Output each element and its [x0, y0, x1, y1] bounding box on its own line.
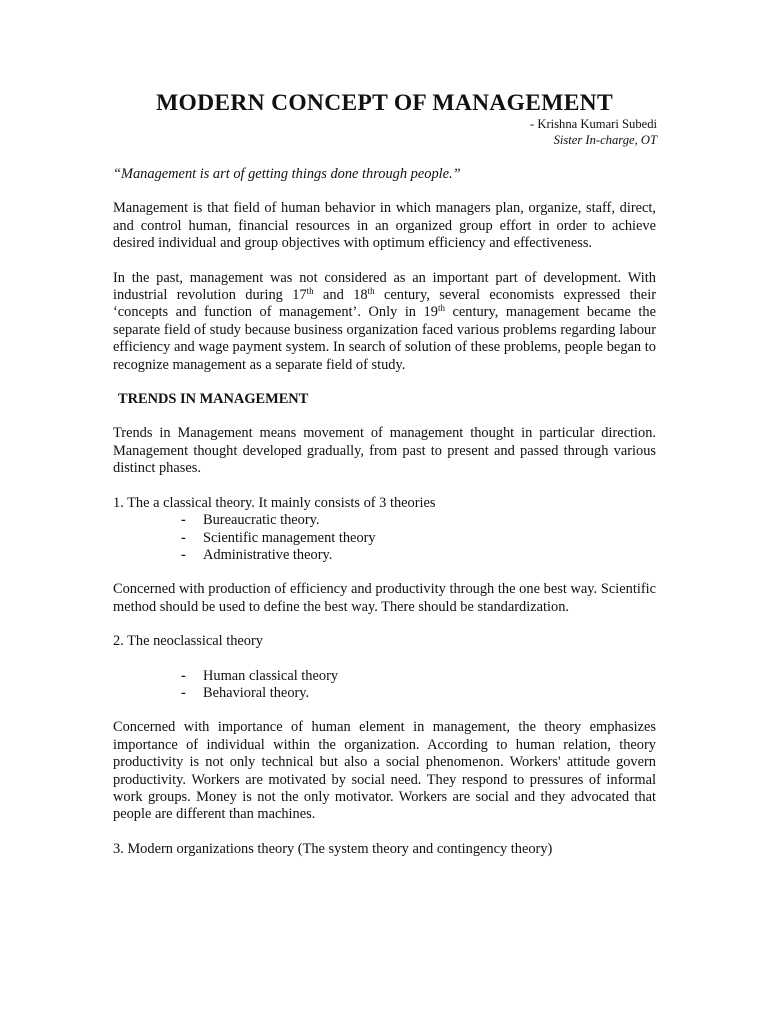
dash-bullet: -	[181, 684, 186, 701]
author-role: Sister In-charge, OT	[553, 133, 657, 147]
author-name: - Krishna Kumari Subedi	[530, 117, 657, 131]
superscript-th-3: th	[437, 303, 445, 314]
numbered-item-classical: 1. The a classical theory. It mainly consists of 3 theories	[113, 494, 436, 511]
numbered-item-modern: 3. Modern organizations theory (The system theory and contingency theory)	[113, 840, 553, 857]
document-title: MODERN CONCEPT OF MANAGEMENT	[156, 90, 613, 116]
list-item	[181, 547, 656, 564]
list-item	[181, 512, 656, 529]
superscript-th-1: th	[306, 286, 314, 297]
list-item	[181, 685, 656, 702]
opening-quote: “Management is art of getting things done through people.”	[113, 166, 461, 182]
list-item	[181, 668, 656, 685]
dash-bullet: -	[181, 667, 186, 684]
dash-bullet: -	[181, 512, 186, 529]
history-text-2: and 18	[313, 287, 368, 304]
numbered-item-neoclassical: 2. The neoclassical theory	[113, 633, 263, 650]
paragraph-definition: Management is that field of human behavior in which managers plan, organize, staff, direct, and control human, financial resources in an organized group effort in order to achieve desired individual and group objectives with optimum efficiency and effectiveness.	[113, 200, 656, 252]
list-item	[181, 530, 656, 547]
paragraph-neoclassical: Concerned with importance of human element in management, the theory emphasizes importance of individual within the organization. According to human relation, theory productivity is not only technical but also a social phenomenon. Workers' attitude govern productivity. Workers are motivated by social need. They respond to pressures of informal work groups. Money is not the only motivator. Workers are social and they advocated that people are different than machines.	[113, 719, 656, 823]
author-block	[530, 116, 657, 148]
paragraph-trends: Trends in Management means movement of management thought in particular direction. Management thought developed gradually, from past to present and passed through various distinct phases.	[113, 425, 656, 477]
paragraph-history	[113, 270, 656, 374]
classical-theory-list	[113, 512, 656, 564]
dash-bullet: -	[181, 546, 186, 563]
list-item-label: Human classical theory	[203, 667, 339, 684]
dash-bullet: -	[181, 529, 186, 546]
superscript-th-2: th	[367, 286, 375, 297]
document-body	[113, 166, 656, 858]
history-text-1: In the past, management was not considered as an important part of development. With industrial revolution during 17	[113, 269, 656, 304]
list-item-label: Behavioral theory.	[203, 684, 310, 701]
list-item-label: Bureaucratic theory.	[203, 512, 320, 529]
neoclassical-theory-list	[113, 668, 656, 703]
list-item-label: Scientific management theory	[203, 529, 376, 546]
list-item-label: Administrative theory.	[203, 546, 333, 563]
history-text-4: century, management became the separate field of study because business organization faced various problems regarding labour efficiency and wage payment system. In search of solution of these problems, people began to recognize management as a separate field of study.	[113, 304, 656, 373]
section-heading-trends: TRENDS IN MANAGEMENT	[118, 391, 309, 408]
paragraph-classical: Concerned with production of efficiency and productivity through the one best way. Scientific method should be used to define the best way. There should be standardization.	[113, 581, 656, 615]
history-text-3: century, several economists expressed their ‘concepts and function of management’. Only in 19	[113, 287, 656, 321]
